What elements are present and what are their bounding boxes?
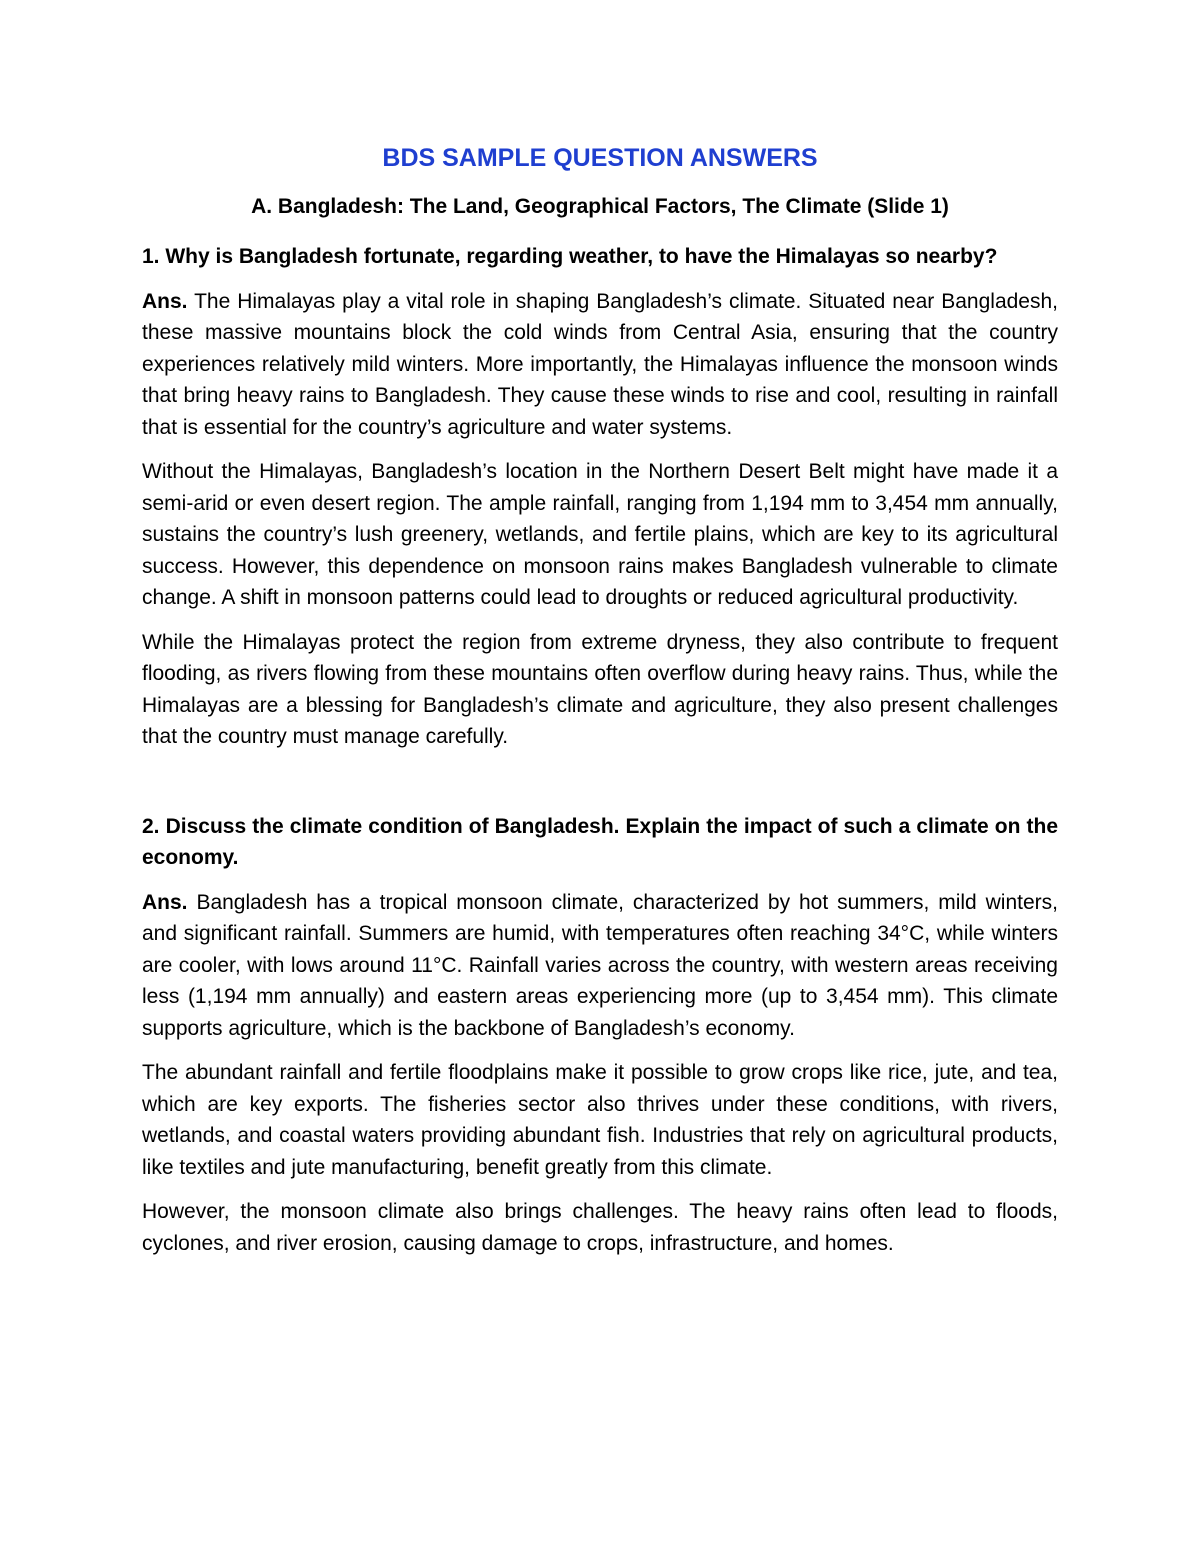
question-1: 1. Why is Bangladesh fortunate, regarding weather, to have the Himalayas so nearby? [142,245,998,268]
answer-1-paragraph-1 [142,286,1058,444]
answer-2-paragraph-3: However, the monsoon climate also brings challenges. The heavy rains often lead to floods, cyclones, and river erosion, causing damage to crops, infrastructure, and homes. [142,1200,1058,1255]
question-2: 2. Discuss the climate condition of Bangladesh. Explain the impact of such a climate on the economy. [142,814,1058,869]
answer-1-paragraph-2: Without the Himalayas, Bangladesh’s location in the Northern Desert Belt might have made it a semi-arid or even desert region. The ample rainfall, ranging from 1,194 mm to 3,454 mm annually, sustains the country’s lush greenery, wetlands, and fertile plains, which are key to its agricultural success. However, this dependence on monsoon rains makes Bangladesh vulnerable to climate change. A shift in monsoon patterns could lead to droughts or reduced agricultural productivity. [142,460,1058,609]
answer-2-paragraph-2: The abundant rainfall and fertile floodplains make it possible to grow crops like rice, jute, and tea, which are key exports. The fisheries sector also thrives under these conditions, with rivers, wetlands, and coastal waters providing abundant fish. Industries that rely on agricultural products, like textiles and jute manufacturing, benefit greatly from this climate. [142,1061,1058,1179]
section-heading: A. Bangladesh: The Land, Geographical Factors, The Climate (Slide 1) [251,195,949,218]
answer-2-paragraph-1 [142,887,1058,1045]
answer-label: Ans. [142,890,188,914]
answer-label: Ans. [142,289,188,313]
answer-1-paragraph-3: While the Himalayas protect the region from extreme dryness, they also contribute to frequent flooding, as rivers flowing from these mountains often overflow during heavy rains. Thus, while the Himalayas are a blessing for Bangladesh’s climate and agriculture, they also present challenges that the country must manage carefully. [142,630,1058,748]
answer-text: The Himalayas play a vital role in shaping Bangladesh’s climate. Situated near Bangladesh, these massive mountains block the cold winds from Central Asia, ensuring that the country experiences relatively mild winters. More importantly, the Himalayas influence the monsoon winds that bring heavy rains to Bangladesh. They cause these winds to rise and cool, resulting in rainfall that is essential for the country’s agriculture and water systems. [142,289,1058,439]
answer-text: Bangladesh has a tropical monsoon climate, characterized by hot summers, mild winters, and significant rainfall. Summers are humid, with temperatures often reaching 34°C, while winters are cooler, with lows around 11°C. Rainfall varies across the country, with western areas receiving less (1,194 mm annually) and eastern areas experiencing more (up to 3,454 mm). This climate supports agriculture, which is the backbone of Bangladesh’s economy. [142,890,1058,1040]
document-page [142,138,1058,1259]
document-title: BDS SAMPLE QUESTION ANSWERS [382,144,818,172]
